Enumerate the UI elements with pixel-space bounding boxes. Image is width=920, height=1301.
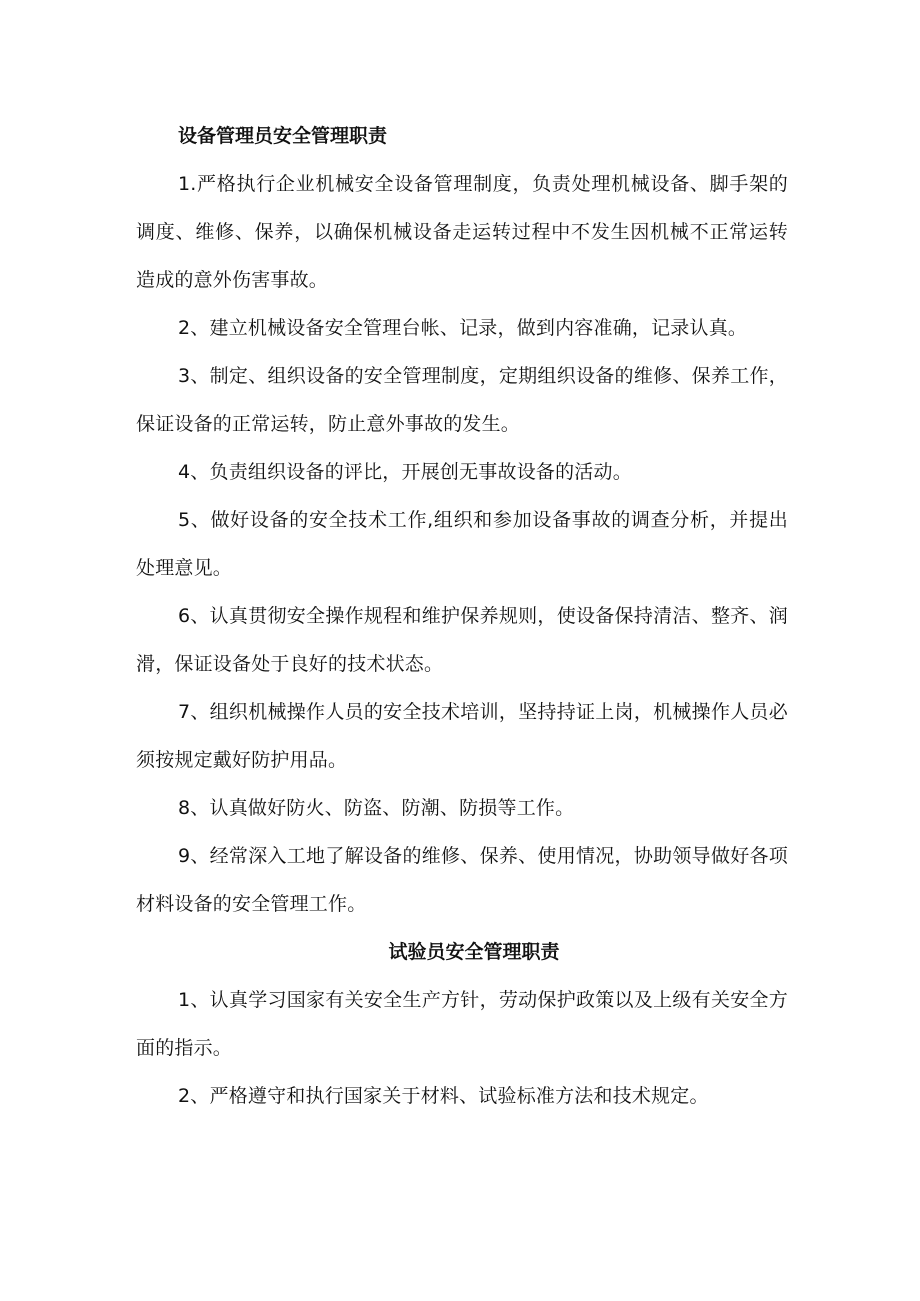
section-title-tester: 试验员安全管理职责: [388, 941, 560, 963]
equipment-item-8: 8、认真做好防火、防盗、防潮、防损等工作。: [178, 797, 575, 819]
equipment-item-7: 7、组织机械操作人员的安全技术培训，坚持持证上岗，机械操作人员必须按规定戴好防护用品。: [136, 701, 788, 771]
equipment-item-1: 1.严格执行企业机械安全设备管理制度，负责处理机械设备、脚手架的调度、维修、保养，以确保机械设备走运转过程中不发生因机械不正常运转造成的意外伤害事故。: [136, 173, 788, 291]
equipment-item-6: 6、认真贯彻安全操作规程和维护保养规则，使设备保持清洁、整齐、润滑，保证设备处于良好的技术状态。: [136, 605, 788, 675]
document-page: [136, 112, 788, 1120]
equipment-item-9: 9、经常深入工地了解设备的维修、保养、使用情况，协助领导做好各项材料设备的安全管理工作。: [136, 845, 788, 915]
equipment-item-5: 5、做好设备的安全技术工作,组织和参加设备事故的调查分析，并提出处理意见。: [136, 509, 788, 579]
equipment-item-3: 3、制定、组织设备的安全管理制度，定期组织设备的维修、保养工作，保证设备的正常运转，防止意外事故的发生。: [136, 365, 788, 435]
tester-item-2: 2、严格遵守和执行国家关于材料、试验标准方法和技术规定。: [178, 1085, 709, 1107]
equipment-item-4: 4、负责组织设备的评比，开展创无事故设备的活动。: [178, 461, 632, 483]
equipment-item-2: 2、建立机械设备安全管理台帐、记录，做到内容准确，记录认真。: [178, 317, 748, 339]
tester-item-1: 1、认真学习国家有关安全生产方针，劳动保护政策以及上级有关安全方面的指示。: [136, 989, 788, 1059]
section-title-equipment-manager: 设备管理员安全管理职责: [178, 125, 388, 147]
